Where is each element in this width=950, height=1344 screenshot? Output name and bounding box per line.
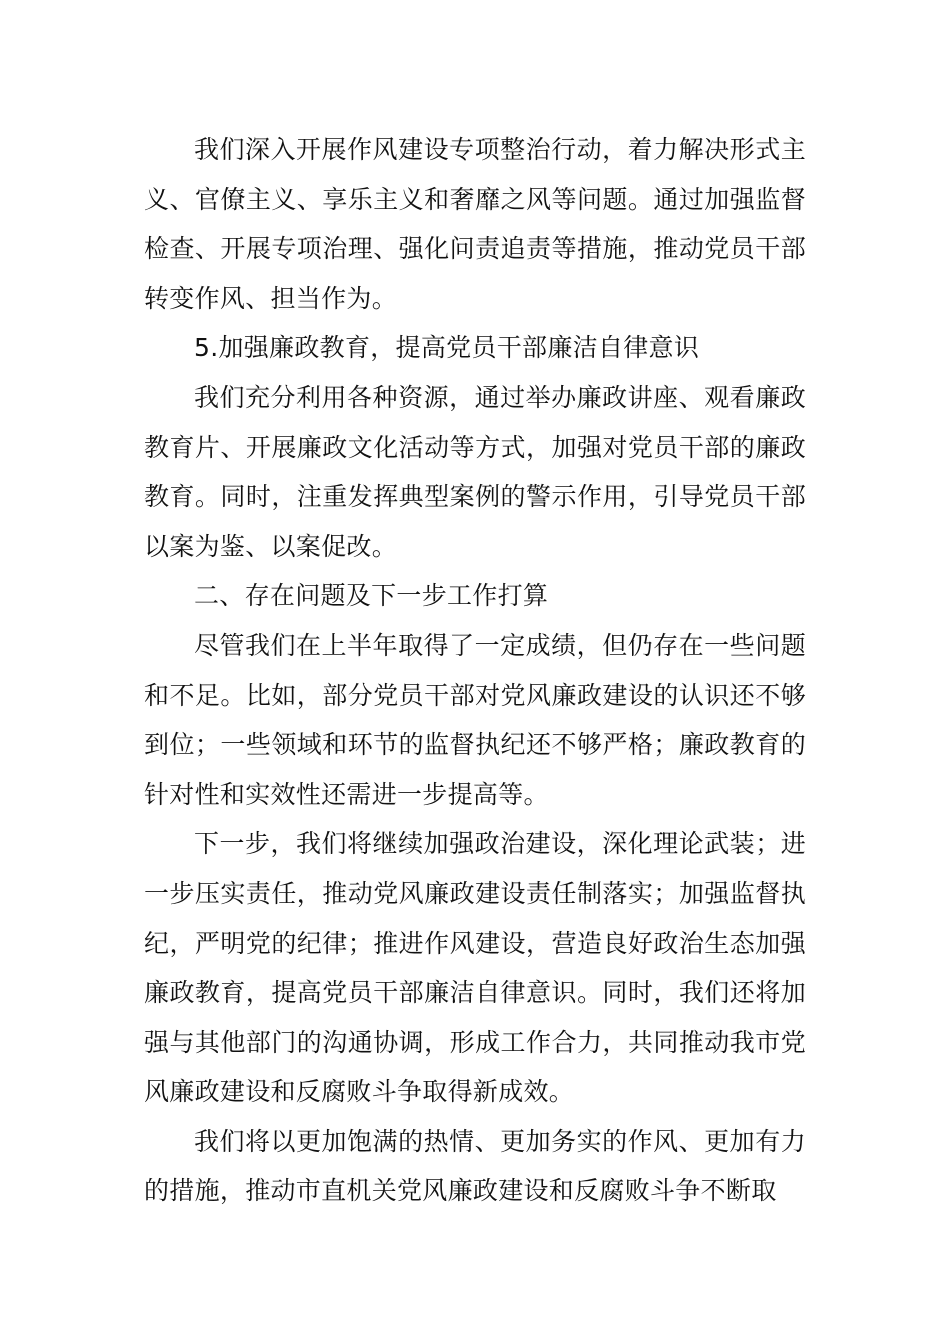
heading-integrity-education: 5.加强廉政教育，提高党员干部廉洁自律意识	[194, 333, 700, 363]
heading-problems-and-plans: 二、存在问题及下一步工作打算	[194, 581, 549, 611]
paragraph-problems: 尽管我们在上半年取得了一定成绩，但仍存在一些问题和不足。比如，部分党员干部对党风廉政建设的认识还不够到位；一些领域和环节的监督执纪还不够严格；廉政教育的针对性和实效性还需进一步提高等。	[144, 630, 806, 809]
paragraph-integrity-education: 我们充分利用各种资源，通过举办廉政讲座、观看廉政教育片、开展廉政文化活动等方式，加强对党员干部的廉政教育。同时，注重发挥典型案例的警示作用，引导党员干部以案为鉴、以案促改。	[144, 382, 806, 561]
paragraph-style-rectification: 我们深入开展作风建设专项整治行动，着力解决形式主义、官僚主义、享乐主义和奢靡之风等问题。通过加强监督检查、开展专项治理、强化问责追责等措施，推动党员干部转变作风、担当作为。	[144, 135, 806, 313]
paragraph-next-steps: 下一步，我们将继续加强政治建设，深化理论武装；进一步压实责任，推动党风廉政建设责任制落实；加强监督执纪，严明党的纪律；推进作风建设，营造良好政治生态加强廉政教育，提高党员干部廉洁自律意识。同时，我们还将加强与其他部门的沟通协调，形成工作合力，共同推动我市党风廉政建设和反腐败斗争取得新成效。	[144, 829, 806, 1107]
document-body	[144, 125, 806, 1216]
paragraph-closing: 我们将以更加饱满的热情、更加务实的作风、更加有力的措施，推动市直机关党风廉政建设和反腐败斗争不断取	[144, 1126, 806, 1206]
